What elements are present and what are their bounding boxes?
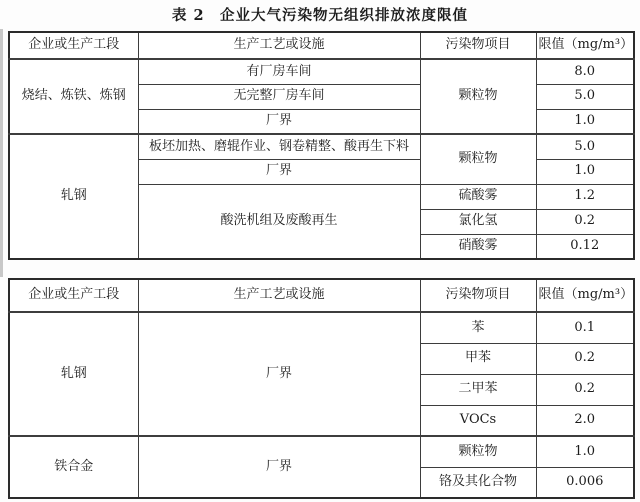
process-cell: 厂界 <box>138 436 420 498</box>
pollutant-cell: 颗粒物 <box>420 134 536 184</box>
limit-cell: 5.0 <box>536 134 634 159</box>
header-row <box>9 32 634 59</box>
limit-cell: 1.0 <box>536 159 634 184</box>
pollutant-cell: 硫酸雾 <box>420 184 536 209</box>
column-header-limit: 限值（mg/m³） <box>536 32 634 59</box>
limit-cell: 1.0 <box>536 436 634 467</box>
pollutant-cell: 氯化氢 <box>420 209 536 234</box>
limit-cell: 0.2 <box>536 343 634 374</box>
column-header-pollutant: 污染物项目 <box>420 32 536 59</box>
segment-cell: 烧结、炼铁、炼钢 <box>9 59 138 134</box>
limit-cell: 0.2 <box>536 209 634 234</box>
segment-cell: 铁合金 <box>9 436 138 498</box>
limit-cell: 5.0 <box>536 84 634 109</box>
column-header-segment: 企业或生产工段 <box>9 32 138 59</box>
process-cell: 无完整厂房车间 <box>138 84 420 109</box>
limit-cell: 2.0 <box>536 405 634 436</box>
emission-limits-table-part2 <box>8 278 635 499</box>
table-row <box>9 436 634 467</box>
column-header-process: 生产工艺或设施 <box>138 279 420 312</box>
table-row <box>9 134 634 159</box>
process-cell: 板坯加热、磨辊作业、钢卷精整、酸再生下料 <box>138 134 420 159</box>
column-header-pollutant: 污染物项目 <box>420 279 536 312</box>
column-header-process: 生产工艺或设施 <box>138 32 420 59</box>
segment-cell: 轧钢 <box>9 312 138 436</box>
process-cell: 厂界 <box>138 159 420 184</box>
process-cell: 有厂房车间 <box>138 59 420 84</box>
process-cell: 厂界 <box>138 109 420 134</box>
table-row <box>9 312 634 343</box>
limit-cell: 0.2 <box>536 374 634 405</box>
limit-cell: 1.2 <box>536 184 634 209</box>
pollutant-cell: 二甲苯 <box>420 374 536 405</box>
pollutant-cell: 铬及其化合物 <box>420 467 536 498</box>
limit-cell: 0.006 <box>536 467 634 498</box>
pollutant-cell: 颗粒物 <box>420 59 536 134</box>
limit-cell: 0.1 <box>536 312 634 343</box>
pollutant-cell: VOCs <box>420 405 536 436</box>
pollutant-cell: 颗粒物 <box>420 436 536 467</box>
pollutant-cell: 硝酸雾 <box>420 234 536 259</box>
limit-cell: 0.12 <box>536 234 634 259</box>
column-header-limit: 限值（mg/m³） <box>536 279 634 312</box>
column-header-segment: 企业或生产工段 <box>9 279 138 312</box>
limit-cell: 1.0 <box>536 109 634 134</box>
segment-cell: 轧钢 <box>9 134 138 259</box>
limit-cell: 8.0 <box>536 59 634 84</box>
process-cell: 酸洗机组及废酸再生 <box>138 184 420 259</box>
table-title: 表 2 企业大气污染物无组织排放浓度限值 <box>171 7 469 24</box>
pollutant-cell: 苯 <box>420 312 536 343</box>
emission-limits-table-part1 <box>8 31 635 260</box>
table-row <box>9 59 634 84</box>
process-cell: 厂界 <box>138 312 420 436</box>
header-row <box>9 279 634 312</box>
scan-artifact <box>0 29 3 277</box>
pollutant-cell: 甲苯 <box>420 343 536 374</box>
